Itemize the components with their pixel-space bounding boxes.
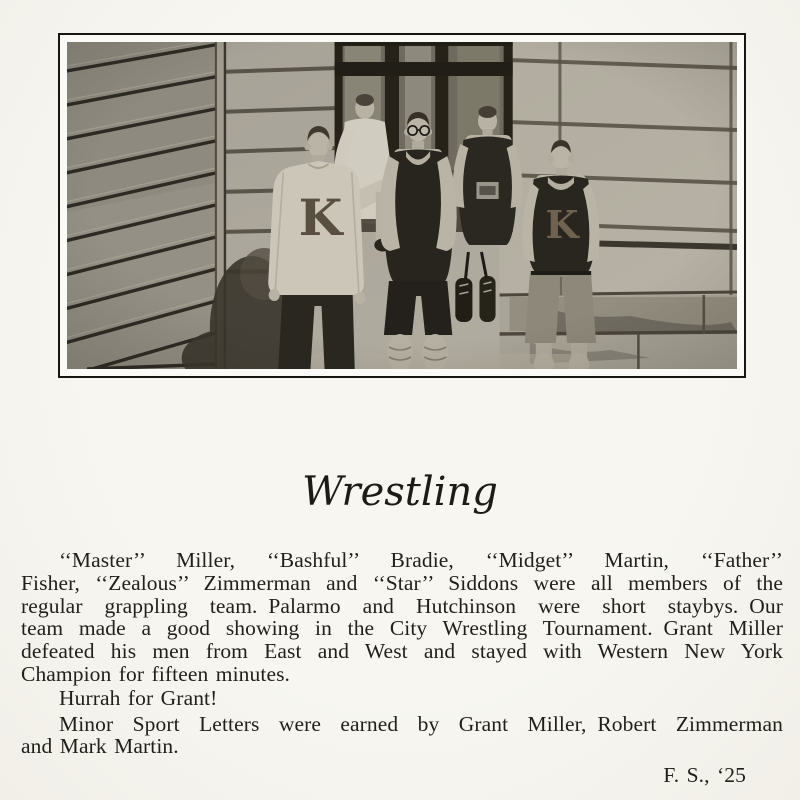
text-line: Champion for fifteen minutes.: [21, 661, 291, 686]
text-line: regular grappling team. Palarmo and Hutchinson were short staybys. Our: [21, 593, 783, 618]
text-line: defeated his men from East and West and stayed with Western New York: [21, 639, 783, 664]
team-photo-frame: [58, 33, 746, 378]
text-line: and Mark Martin.: [21, 734, 179, 759]
text-line: Fisher, ‘‘Zealous’’ Zimmerman and ‘‘Star’’ Siddons were all members of the: [21, 570, 783, 595]
page-title: Wrestling: [302, 469, 498, 515]
text-line: Minor Sport Letters were earned by Grant Miller, Robert Zimmerman: [59, 711, 783, 736]
photo-vignette: [67, 42, 737, 369]
team-photo: [67, 42, 737, 369]
article-body: [21, 549, 783, 787]
paragraph-letters: [21, 713, 783, 759]
team-photo-illustration: [67, 42, 737, 369]
text-line: Hurrah for Grant!: [59, 685, 218, 710]
text-line: ‘‘Master’’ Miller, ‘‘Bashful’’ Bradie, ‘‘Midget’’ Martin, ‘‘Father’’: [59, 548, 783, 572]
author-initials: F. S., ‘25: [663, 763, 746, 788]
text-line: team made a good showing in the City Wrestling Tournament. Grant Miller: [21, 616, 783, 641]
paragraph-team: [21, 549, 783, 686]
paragraph-hurrah: [21, 687, 783, 710]
